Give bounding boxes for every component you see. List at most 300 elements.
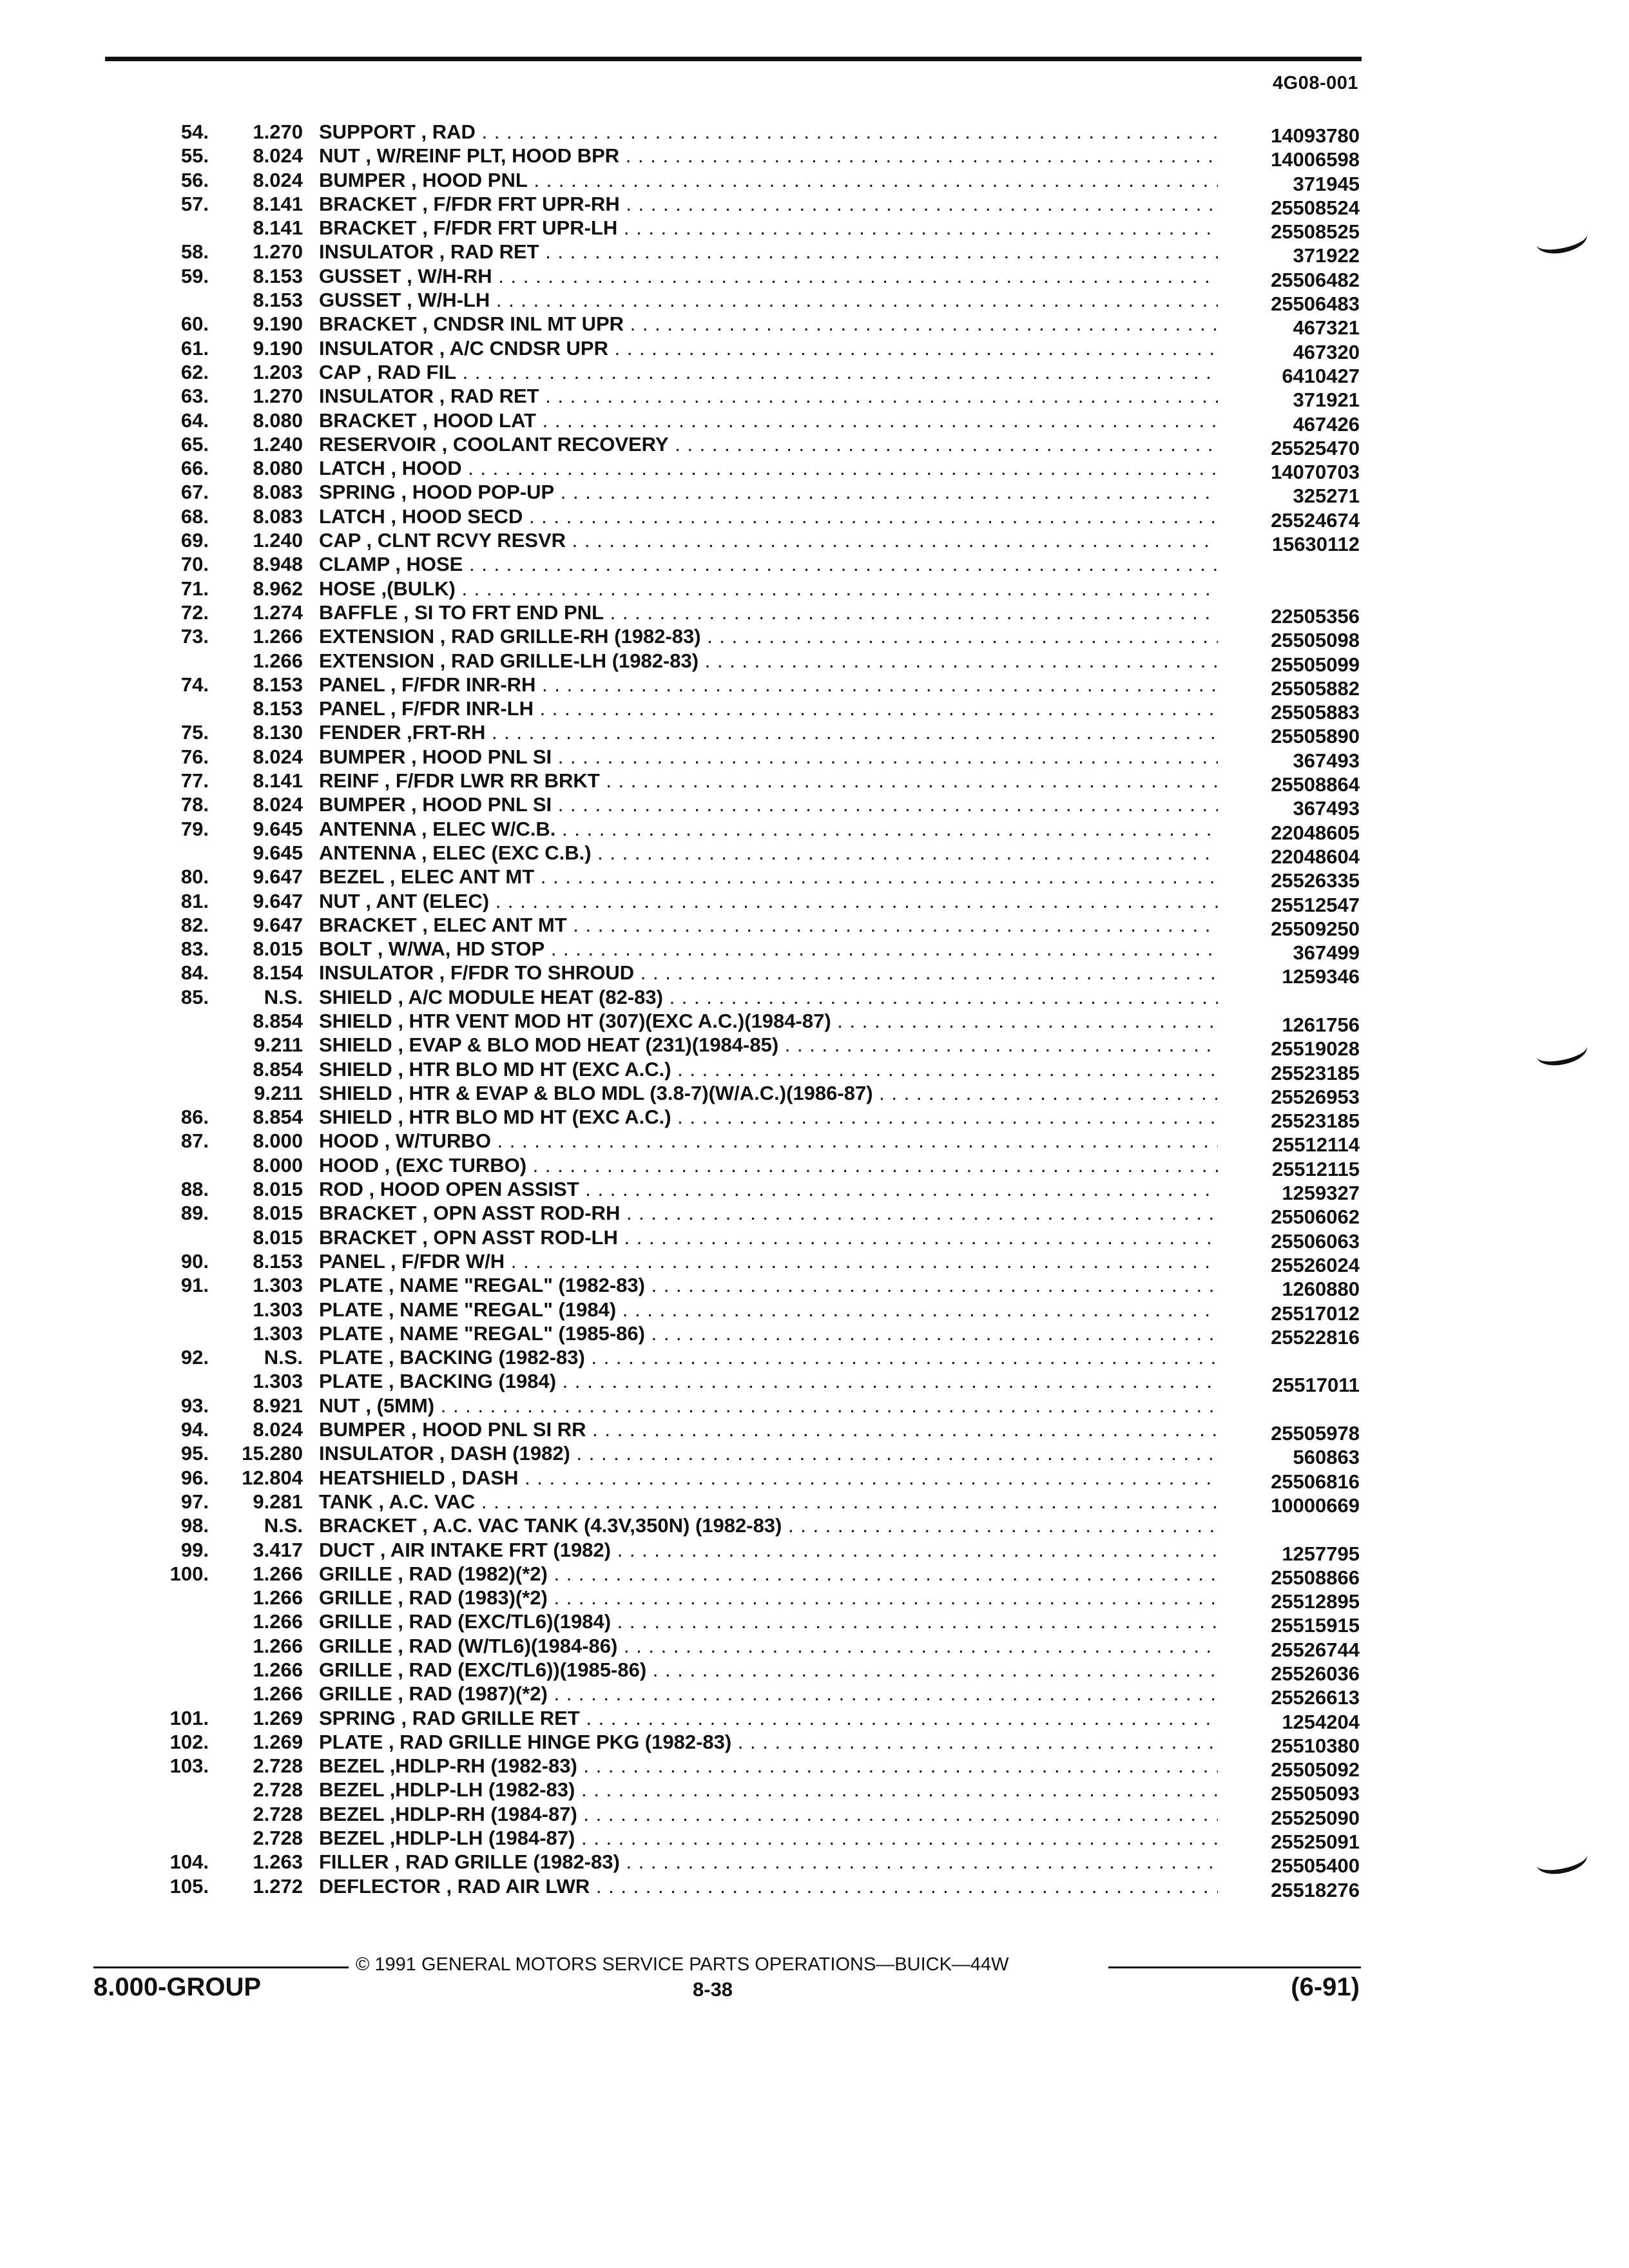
parts-row: [0, 552, 1629, 576]
ref-number: 76.: [180, 745, 209, 768]
part-number: 367493: [1293, 797, 1360, 820]
part-detail: , A/C CNDSR UPR: [439, 336, 608, 360]
part-detail: ,HDLP-RH (1984-87): [389, 1802, 577, 1825]
part-name: LATCH: [319, 505, 385, 528]
part-detail: ,HDLP-LH (1982-83): [389, 1778, 575, 1802]
part-number: 25508524: [1271, 196, 1360, 219]
part-detail: , (5MM): [365, 1394, 435, 1417]
part-description: [319, 1418, 1218, 1441]
part-name: BAFFLE: [319, 601, 398, 624]
ref-number: 69.: [180, 529, 209, 552]
ref-number: 92.: [180, 1346, 209, 1369]
ref-number: 93.: [180, 1394, 209, 1417]
part-detail: , F/FDR TO SHROUD: [439, 961, 635, 985]
group-label: 8.000-GROUP: [93, 1973, 262, 2001]
group-number: 8.024: [253, 168, 303, 191]
part-number: 25518276: [1271, 1878, 1360, 1901]
part-description: [319, 1826, 1218, 1850]
part-detail: , RAD (1983)(*2): [398, 1586, 548, 1610]
group-number: 8.024: [253, 793, 303, 816]
part-description: [319, 408, 1218, 432]
group-number: 9.281: [253, 1490, 303, 1513]
part-detail: , W/REINF PLT, HOOD BPR: [365, 144, 620, 168]
part-detail: , HOOD PNL SI: [410, 745, 552, 768]
part-number: 25506816: [1271, 1470, 1360, 1493]
part-description: [319, 1610, 1218, 1633]
part-description: [319, 312, 1218, 336]
group-number: 1.240: [253, 432, 303, 456]
part-number: 25508866: [1271, 1566, 1360, 1589]
ref-number: 64.: [180, 408, 209, 432]
part-name: GRILLE: [319, 1658, 392, 1681]
part-detail: , SI TO FRT END PNL: [403, 601, 604, 624]
part-name: PLATE: [319, 1346, 383, 1369]
part-name: REINF: [319, 769, 379, 793]
part-number: 371921: [1293, 389, 1360, 412]
part-description: [319, 1441, 1218, 1465]
part-description: [319, 1394, 1218, 1418]
part-name: BEZEL: [319, 1754, 385, 1778]
part-description: [319, 937, 1218, 961]
part-detail: , COOLANT RECOVERY: [441, 432, 669, 456]
group-number: 8.153: [253, 697, 303, 720]
part-description: [319, 1129, 1218, 1153]
group-number: 9.190: [253, 312, 303, 336]
group-number: 8.854: [253, 1057, 303, 1081]
part-description: [319, 1706, 1218, 1730]
part-number: 25526744: [1271, 1638, 1360, 1661]
parts-row: [0, 1177, 1629, 1205]
part-number: 467320: [1293, 340, 1360, 363]
parts-row: [0, 1153, 1629, 1180]
part-description: [319, 1201, 1218, 1225]
group-number: 8.015: [253, 1225, 303, 1249]
part-detail: , RAD GRILLE RET: [401, 1706, 580, 1729]
group-number: 1.240: [253, 529, 303, 552]
part-name: PLATE: [319, 1730, 383, 1753]
ref-number: 82.: [180, 913, 209, 936]
part-detail: , OPN ASST ROD-LH: [422, 1225, 618, 1249]
ref-number: 58.: [180, 240, 209, 264]
part-description: [319, 384, 1218, 408]
part-number: 25512547: [1271, 893, 1360, 916]
part-number: 25524674: [1271, 508, 1360, 532]
part-detail: , RAD FIL: [366, 360, 457, 383]
part-name: SUPPORT: [319, 120, 416, 143]
group-number: 1.266: [253, 1682, 303, 1706]
ref-number: 90.: [180, 1249, 209, 1273]
ref-number: 88.: [180, 1178, 209, 1201]
part-name: INSULATOR: [319, 961, 434, 985]
part-detail: , RAD GRILLE HINGE PKG (1982-83): [388, 1730, 732, 1753]
group-number: 8.083: [253, 505, 303, 528]
parts-row: [0, 1441, 1629, 1469]
group-number: 8.130: [253, 721, 303, 744]
group-number: 8.024: [253, 1418, 303, 1441]
group-number: 9.645: [253, 841, 303, 864]
part-number: 25505098: [1271, 629, 1360, 652]
part-description: [319, 336, 1218, 360]
part-detail: , HOSE: [395, 553, 463, 576]
ref-number: 96.: [180, 1466, 209, 1489]
part-number: 25506063: [1271, 1229, 1360, 1253]
group-number: 1.269: [253, 1730, 303, 1753]
parts-row: [0, 216, 1629, 244]
part-detail: , RAD (1987)(*2): [398, 1682, 548, 1706]
parts-row: [0, 649, 1629, 676]
parts-row: [0, 601, 1629, 628]
group-number: 1.303: [253, 1370, 303, 1393]
ref-number: 68.: [180, 505, 209, 528]
part-detail: , RAD (W/TL6)(1984-86): [398, 1634, 618, 1657]
part-name: INSULATOR: [319, 336, 434, 360]
part-name: BEZEL: [319, 1827, 385, 1850]
group-number: 1.270: [253, 120, 303, 143]
parts-row: [0, 769, 1629, 796]
part-number: 25505883: [1271, 701, 1360, 724]
ref-number: 70.: [180, 553, 209, 576]
part-detail: , W/H-RH: [407, 264, 492, 287]
group-number: 2.728: [253, 1778, 303, 1802]
part-detail: ,FRT-RH: [407, 721, 486, 744]
part-description: [319, 144, 1218, 168]
parts-row: [0, 1225, 1629, 1253]
parts-row: [0, 1826, 1629, 1854]
group-number: 8.000: [253, 1129, 303, 1153]
document-code: 4G08-001: [1273, 73, 1358, 93]
parts-row: [0, 456, 1629, 484]
parts-row: [0, 961, 1629, 988]
parts-row: [0, 1081, 1629, 1108]
ref-number: 101.: [169, 1706, 209, 1729]
ref-number: 102.: [169, 1730, 209, 1753]
part-detail: , HTR & EVAP & BLO MDL (3.8-7)(W/A.C.)(1986-87): [398, 1081, 873, 1104]
part-description: [319, 456, 1218, 480]
part-detail: , CNDSR INL MT UPR: [422, 312, 624, 336]
part-detail: , W/H-LH: [407, 289, 490, 312]
group-number: 1.269: [253, 1706, 303, 1729]
part-number: 25505092: [1271, 1758, 1360, 1782]
parts-row: [0, 1682, 1629, 1709]
part-number: 25505093: [1271, 1782, 1360, 1805]
part-detail: , F/FDR INR-LH: [390, 697, 534, 720]
part-number: 1257795: [1282, 1542, 1360, 1565]
part-number: 1261756: [1282, 1013, 1360, 1036]
ref-number: 63.: [180, 385, 209, 408]
part-description: [319, 432, 1218, 456]
ref-number: 59.: [180, 264, 209, 287]
part-description: [319, 865, 1218, 889]
part-description: [319, 480, 1218, 504]
part-description: [319, 985, 1218, 1009]
group-number: 3.417: [253, 1538, 303, 1561]
part-name: CLAMP: [319, 553, 390, 576]
ref-number: 75.: [180, 721, 209, 744]
part-number: 1254204: [1282, 1710, 1360, 1733]
parts-row: [0, 865, 1629, 892]
part-number: 25505099: [1271, 653, 1360, 676]
part-detail: , EVAP & BLO MOD HEAT (231)(1984-85): [398, 1033, 779, 1057]
part-number: 14093780: [1271, 124, 1360, 147]
part-detail: , (EXC TURBO): [384, 1153, 527, 1177]
group-number: 8.083: [253, 481, 303, 504]
part-detail: , NAME "REGAL" (1984): [388, 1298, 617, 1321]
part-number: 371945: [1293, 172, 1360, 195]
parts-row: [0, 1394, 1629, 1418]
ref-number: 100.: [169, 1562, 209, 1585]
page-number: 8-38: [693, 1978, 733, 2001]
group-number: 8.854: [253, 1106, 303, 1129]
parts-row: [0, 1105, 1629, 1133]
group-number: 8.141: [253, 192, 303, 215]
group-number: 8.141: [253, 769, 303, 793]
part-detail: , DASH: [450, 1466, 519, 1489]
part-description: [319, 769, 1218, 793]
group-number: 8.153: [253, 264, 303, 287]
part-description: [319, 1850, 1218, 1874]
part-number: 367493: [1293, 749, 1360, 772]
parts-row: [0, 1586, 1629, 1613]
part-description: [319, 745, 1218, 769]
parts-row: [0, 1321, 1629, 1349]
part-number: 10000669: [1271, 1494, 1360, 1517]
group-number: 9.647: [253, 889, 303, 912]
parts-row: [0, 937, 1629, 965]
group-number: 8.015: [253, 1202, 303, 1225]
part-description: [319, 1225, 1218, 1249]
ref-number: 103.: [169, 1754, 209, 1778]
part-name: ANTENNA: [319, 841, 416, 864]
part-description: [319, 1369, 1218, 1393]
part-number: 25517011: [1271, 1374, 1360, 1397]
part-number: 25525091: [1271, 1831, 1360, 1854]
part-number: 25526024: [1271, 1253, 1360, 1276]
part-description: [319, 1081, 1218, 1105]
part-detail: , RAD GRILLE-RH (1982-83): [439, 625, 701, 648]
part-description: [319, 1009, 1218, 1033]
parts-row: [0, 1418, 1629, 1445]
part-description: [319, 1754, 1218, 1778]
part-name: BEZEL: [319, 865, 385, 889]
group-number: 9.647: [253, 913, 303, 936]
part-description: [319, 913, 1218, 937]
part-number: 22048604: [1271, 845, 1360, 868]
part-number: 25506483: [1271, 293, 1360, 316]
group-number: 1.303: [253, 1321, 303, 1345]
part-name: RESERVOIR: [319, 432, 437, 456]
part-detail: ,(BULK): [381, 577, 456, 600]
part-detail: , CLNT RCVY RESVR: [366, 529, 566, 552]
parts-row: [0, 432, 1629, 459]
parts-row: [0, 384, 1629, 412]
part-name: GRILLE: [319, 1562, 392, 1585]
ref-number: 67.: [180, 481, 209, 504]
part-number: 25517012: [1271, 1302, 1360, 1325]
part-detail: , RAD AIR LWR: [446, 1874, 590, 1898]
parts-row: [0, 408, 1629, 436]
part-number: 25519028: [1271, 1037, 1360, 1061]
part-description: [319, 1466, 1218, 1490]
part-description: [319, 649, 1218, 673]
part-description: [319, 552, 1218, 576]
part-description: [319, 120, 1218, 144]
part-name: DEFLECTOR: [319, 1874, 441, 1898]
part-name: GUSSET: [319, 289, 401, 312]
part-name: SHIELD: [319, 1009, 392, 1032]
ref-number: 77.: [180, 769, 209, 793]
part-name: SPRING: [319, 481, 396, 504]
part-description: [319, 1802, 1218, 1826]
ref-number: 80.: [180, 865, 209, 889]
part-detail: , RAD: [421, 120, 476, 143]
group-number: 9.190: [253, 336, 303, 360]
part-number: 22505356: [1271, 604, 1360, 628]
parts-row: [0, 793, 1629, 820]
part-description: [319, 1298, 1218, 1321]
part-name: EXTENSION: [319, 625, 435, 648]
part-description: [319, 1658, 1218, 1682]
group-number: 8.000: [253, 1153, 303, 1177]
parts-row: [0, 1009, 1629, 1036]
ref-number: 98.: [180, 1514, 209, 1537]
group-number: 15.280: [242, 1442, 303, 1465]
parts-row: [0, 336, 1629, 363]
parts-row: [0, 1634, 1629, 1661]
ref-number: 94.: [180, 1418, 209, 1441]
part-name: SHIELD: [319, 985, 392, 1008]
part-name: HOSE: [319, 577, 376, 600]
part-name: PLATE: [319, 1298, 383, 1321]
part-detail: , RAD GRILLE (1982-83): [394, 1850, 620, 1874]
group-number: 1.266: [253, 649, 303, 672]
part-detail: , HTR BLO MD HT (EXC A.C.): [398, 1106, 671, 1129]
part-name: EXTENSION: [319, 649, 435, 672]
part-name: SHIELD: [319, 1033, 392, 1057]
part-detail: , AIR INTAKE FRT (1982): [380, 1538, 611, 1561]
part-number: 25509250: [1271, 917, 1360, 940]
parts-row: [0, 1562, 1629, 1589]
part-number: 25525090: [1271, 1806, 1360, 1829]
group-number: 8.962: [253, 577, 303, 600]
part-detail: , A.C. VAC: [378, 1490, 476, 1513]
parts-row: [0, 192, 1629, 219]
part-number: 25510380: [1271, 1734, 1360, 1757]
group-number: 8.024: [253, 745, 303, 768]
part-number: 467321: [1293, 316, 1360, 340]
part-detail: , ANT (ELEC): [365, 889, 490, 912]
part-detail: , ELEC W/C.B.: [421, 817, 556, 840]
ref-number: 84.: [180, 961, 209, 985]
part-number: 25505978: [1271, 1422, 1360, 1445]
part-number: 14006598: [1271, 148, 1360, 171]
part-detail: , RAD GRILLE-LH (1982-83): [439, 649, 699, 672]
part-detail: , F/FDR INR-RH: [390, 673, 536, 696]
part-number: 25523185: [1271, 1110, 1360, 1133]
ref-number: 56.: [180, 168, 209, 191]
ref-number: 95.: [180, 1442, 209, 1465]
parts-row: [0, 720, 1629, 748]
part-number: 371922: [1293, 244, 1360, 267]
parts-row: [0, 817, 1629, 844]
part-number: 25512895: [1271, 1590, 1360, 1613]
group-number: 2.728: [253, 1827, 303, 1850]
group-number: 1.266: [253, 625, 303, 648]
ref-number: 62.: [180, 360, 209, 383]
group-number: 2.728: [253, 1754, 303, 1778]
part-name: CAP: [319, 529, 361, 552]
part-detail: , RAD (EXC/TL6))(1985-86): [398, 1658, 647, 1681]
ref-number: 73.: [180, 625, 209, 648]
part-detail: , HOOD PNL SI: [410, 793, 552, 816]
part-description: [319, 577, 1218, 601]
part-detail: , BACKING (1982-83): [388, 1346, 585, 1369]
part-name: BEZEL: [319, 1778, 385, 1802]
ref-number: 66.: [180, 457, 209, 480]
part-name: BRACKET: [319, 216, 417, 240]
parts-list: [0, 120, 1629, 1901]
parts-row: [0, 624, 1629, 652]
parts-row: [0, 1850, 1629, 1878]
part-detail: , HOOD PNL: [410, 168, 528, 191]
part-description: [319, 360, 1218, 384]
ref-number: 104.: [169, 1850, 209, 1874]
group-number: 1.270: [253, 240, 303, 264]
parts-row: [0, 1298, 1629, 1325]
part-name: BRACKET: [319, 1202, 417, 1225]
part-number: 25526036: [1271, 1662, 1360, 1685]
group-number: 1.203: [253, 360, 303, 383]
ref-number: 57.: [180, 192, 209, 215]
ref-number: 71.: [180, 577, 209, 600]
group-number: 9.211: [254, 1081, 303, 1104]
parts-row: [0, 1201, 1629, 1229]
part-description: [319, 1057, 1218, 1081]
parts-row: [0, 1249, 1629, 1276]
part-description: [319, 1177, 1218, 1201]
parts-row: [0, 1057, 1629, 1084]
part-description: [319, 961, 1218, 985]
part-name: SHIELD: [319, 1081, 392, 1104]
ref-number: 83.: [180, 937, 209, 961]
group-number: 2.728: [253, 1802, 303, 1825]
parts-row: [0, 480, 1629, 508]
part-number: 25525470: [1271, 436, 1360, 459]
part-name: PANEL: [319, 697, 385, 720]
part-name: INSULATOR: [319, 385, 434, 408]
ref-number: 74.: [180, 673, 209, 696]
part-detail: , RAD RET: [439, 240, 539, 264]
part-description: [319, 505, 1218, 528]
part-description: [319, 624, 1218, 648]
part-description: [319, 601, 1218, 624]
part-detail: , BACKING (1984): [388, 1370, 557, 1393]
ref-number: 89.: [180, 1202, 209, 1225]
group-number: 8.153: [253, 1249, 303, 1273]
parts-row: [0, 288, 1629, 316]
part-description: [319, 1634, 1218, 1658]
part-detail: , W/TURBO: [384, 1129, 491, 1153]
part-description: [319, 216, 1218, 240]
part-number: 25523185: [1271, 1061, 1360, 1084]
parts-row: [0, 697, 1629, 724]
part-description: [319, 1682, 1218, 1706]
part-number: 560863: [1293, 1446, 1360, 1469]
part-name: BRACKET: [319, 312, 417, 336]
group-number: 9.645: [253, 817, 303, 840]
ref-number: 81.: [180, 889, 209, 912]
ref-number: 72.: [180, 601, 209, 624]
part-number: 25506062: [1271, 1206, 1360, 1229]
